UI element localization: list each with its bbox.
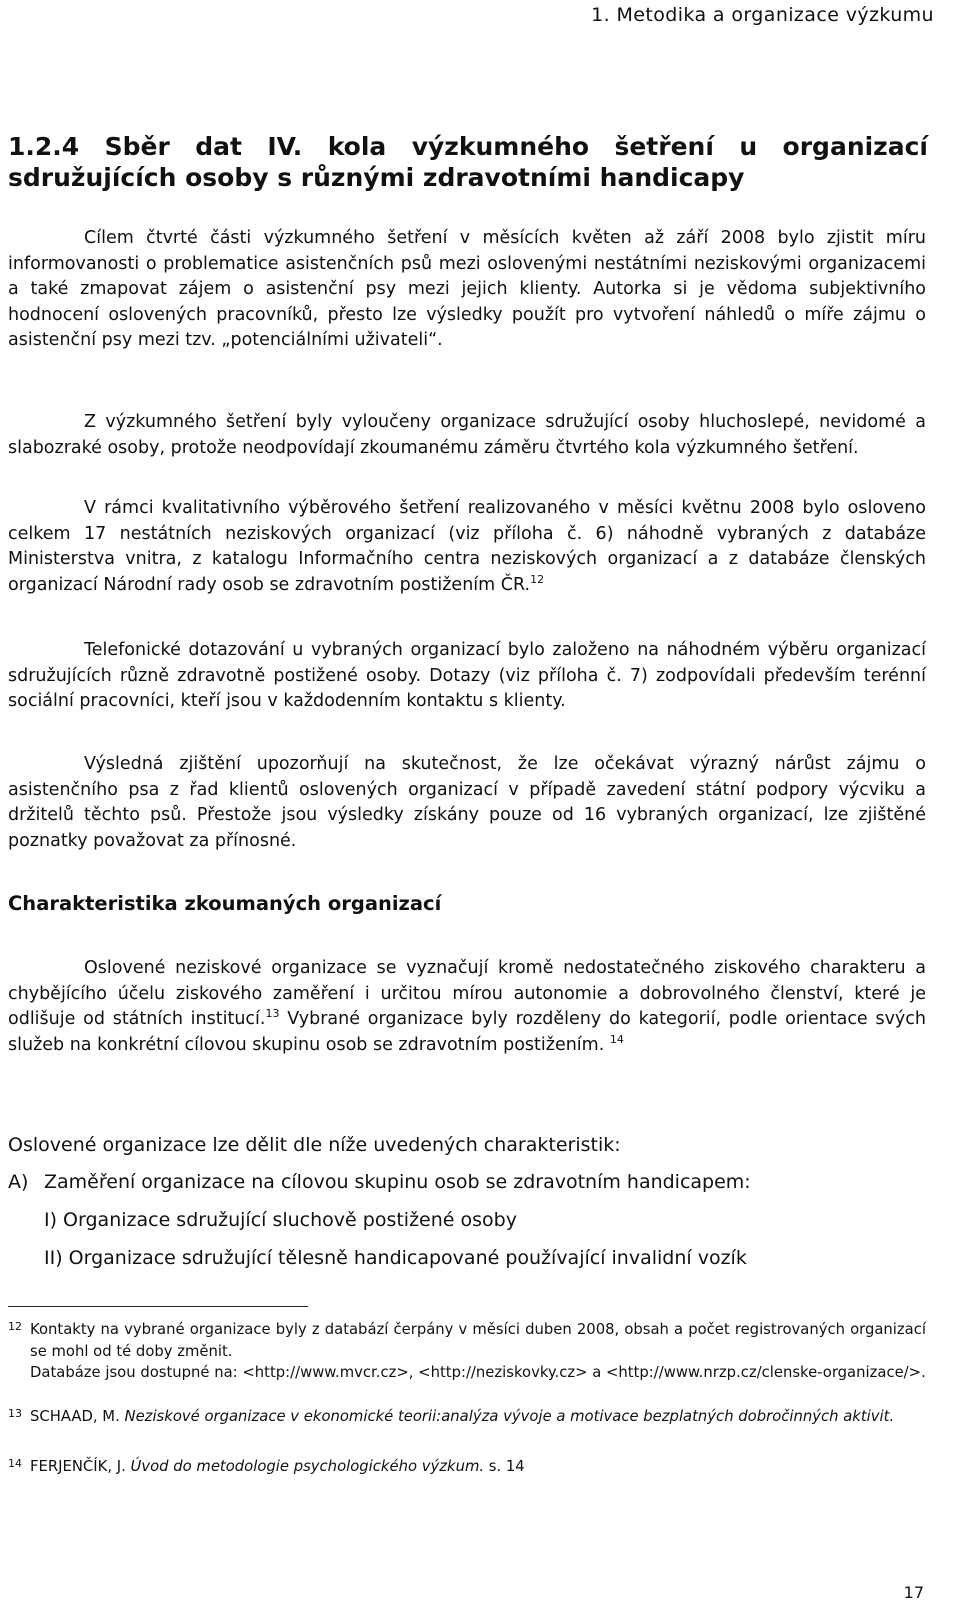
footnote-13: 13 SCHAAD, M. Neziskové organizace v ekonomické teorii:analýza vývoje a motivace bezplatných dobročinných aktivit. <box>8 1406 926 1428</box>
section-heading: 1.2.4 Sběr dat IV. kola výzkumného šetření u organizací sdružujících osoby s různými zdravotními handicapy <box>8 132 928 192</box>
footnote-text: Databáze jsou dostupné na: <http://www.mvcr.cz>, <http://neziskovky.cz> a <http://www.nrzp.cz/clenske-organizace/>. <box>30 1364 926 1381</box>
footnote-ref-13: 13 <box>265 1007 280 1021</box>
paragraph-organizations: Oslovené neziskové organizace se vyznačují kromě nedostatečného ziskového charakteru a chybějícího účelu ziskového zaměření i určitou mírou autonomie a dobrovolného členství, které je odlišuje od státních institucí.$^{13}$ Vybrané organizace byly rozděleny do kategorií, podle orientace svých služeb na konkrétní cílovou skupinu osob se zdravotním postižením. $^{14}$ <box>8 958 926 1055</box>
paragraph-sampling: V rámci kvalitativního výběrového šetření realizovaného v měsíci květnu 2008 bylo osloveno celkem 17 nestátních neziskových organizací (viz příloha č. 6) náhodně vybraných z databáze Ministerstva vnitra, z katalogu Informačního centra neziskových organizací a z databáze členských organizací Národní rady osob se zdravotním postižením ČR.$^{12}$ <box>8 498 926 595</box>
footnote-divider <box>8 1306 308 1307</box>
paragraph-categories-intro: Oslovené organizace lze dělit dle níže uvedených charakteristik: <box>8 1134 621 1156</box>
subsection-heading: Charakteristika zkoumaných organizací <box>8 892 442 915</box>
footnote-number: 13 <box>8 1407 22 1420</box>
paragraph-goal: Cílem čtvrté části výzkumného šetření v měsících květen až září 2008 bylo zjistit míru informovanosti o problematice asistenčních psů mezi oslovenými nestátními neziskovými organizacemi a také zmapovat zájem o asistenční psy mezi jejich klienty. Autorka si je vědoma subjektivního hodnocení oslovených pracovníků, přesto lze výsledky použít pro vytvoření náhledů o míře zájmu o asistenční psy mezi tzv. „potenciálními uživateli“. <box>8 228 926 351</box>
footnote-number: 12 <box>8 1320 22 1333</box>
footnote-ref-14: 14 <box>609 1032 624 1046</box>
footnote-text: Kontakty na vybrané organizace byly z databází čerpány v měsíci duben 2008, obsah a počet registrovaných organizací se mohl od té doby změnit. <box>30 1321 926 1360</box>
page-number: 17 <box>903 1583 924 1602</box>
footnote-citation-title: Úvod do metodologie psychologického výzkum. <box>130 1458 485 1475</box>
paragraph-exclusion: Z výzkumného šetření byly vyloučeny organizace sdružující osoby hluchoslepé, nevidomé a slabozraké osoby, protože neodpovídají zkoumanému záměru čtvrtého kola výzkumného šetření. <box>8 412 926 458</box>
footnote-14: 14 FERJENČÍK, J. Úvod do metodologie psychologického výzkum. s. 14 <box>8 1456 926 1478</box>
paragraph-findings: Výsledná zjištění upozorňují na skutečnost, že lze očekávat výrazný nárůst zájmu o asistenčního psa z řad klientů oslovených organizací v případě zavedení státní podpory výcviku a držitelů těchto psů. Přestože jsou výsledky získány pouze od 16 vybraných organizací, lze zjištěné poznatky považovat za přínosné. <box>8 754 926 851</box>
running-header: 1. Metodika a organizace výzkumu <box>591 4 934 26</box>
footnote-number: 14 <box>8 1457 22 1470</box>
sub-list-item: II) Organizace sdružující tělesně handicapované používající invalidní vozík <box>44 1247 747 1269</box>
list-item-a <box>8 1171 751 1193</box>
list-item-text: Zaměření organizace na cílovou skupinu osob se zdravotním handicapem: <box>44 1171 751 1193</box>
footnote-12 <box>8 1319 926 1384</box>
list-marker: A) <box>8 1171 29 1193</box>
paragraph-phone-survey: Telefonické dotazování u vybraných organizací bylo založeno na náhodném výběru organizací sdružujících různě zdravotně postižené osoby. Dotazy (viz příloha č. 7) zodpovídali především terénní sociální pracovníci, kteří jsou v každodenním kontaktu s klienty. <box>8 640 926 712</box>
footnote-ref-12: 12 <box>530 572 545 586</box>
footnote-citation-title: Neziskové organizace v ekonomické teorii:analýza vývoje a motivace bezplatných dobročinných aktivit. <box>124 1408 895 1425</box>
sub-list-item: I) Organizace sdružující sluchově postižené osoby <box>44 1209 517 1231</box>
